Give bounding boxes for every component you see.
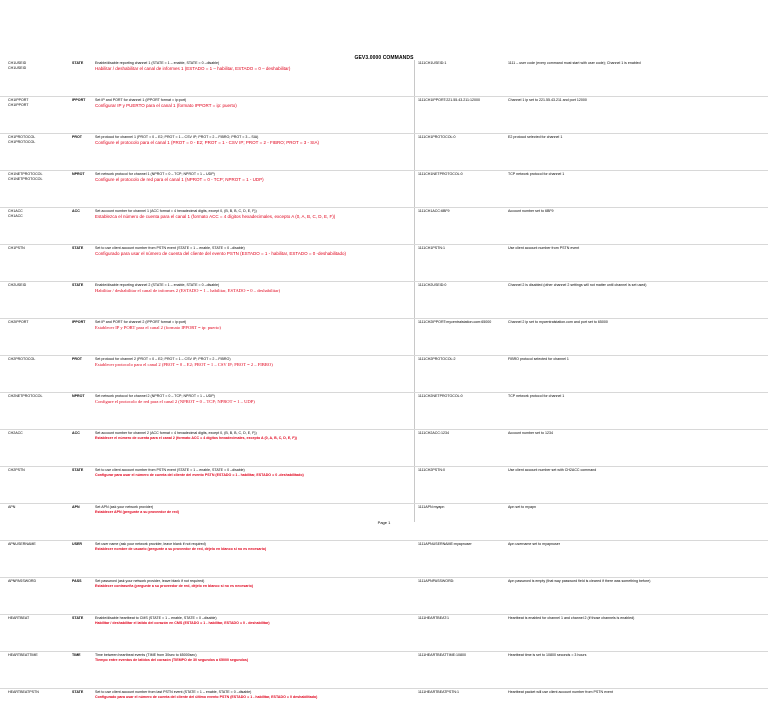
page-number: Page 1 bbox=[377, 520, 391, 525]
command-result: Apn set to myapn bbox=[508, 505, 536, 509]
command-name: CH2PROTOCOL bbox=[8, 357, 36, 361]
command-names bbox=[8, 246, 70, 251]
page-title: GEV3.0000 COMMANDS bbox=[354, 55, 414, 61]
command-row bbox=[0, 133, 768, 170]
command-example: 1111HEARTBEATPSTN:1 bbox=[418, 690, 460, 694]
command-description bbox=[95, 690, 413, 699]
command-names bbox=[8, 209, 70, 218]
command-description bbox=[95, 431, 413, 440]
command-parameter: STATE bbox=[72, 283, 84, 287]
description-english: Set network protocol for channel 1 (NPROT = 0 – TCP; NPROT = 1 – UDP) bbox=[95, 172, 215, 176]
command-row bbox=[0, 318, 768, 355]
description-spanish: Habilitar / deshabilitar el canal de informes 2 (ESTADO = 1 – habilitar, ESTADO = 0 – deshabilitar) bbox=[95, 287, 281, 293]
command-parameter: PROT bbox=[72, 135, 82, 139]
command-names bbox=[8, 579, 70, 584]
command-name: CH2USEID bbox=[8, 283, 27, 287]
description-spanish: Configurado para usar el número de cuenta del cliente del último evento PSTN (ESTADO = 1 - habilitar, ESTADO = 0 deshabilitado) bbox=[95, 694, 318, 699]
description-english: Set account number for channel 1 (ACC format = 4 hexadecimal digits, except 0, (B, B, B, C, D, E, F)) bbox=[95, 209, 257, 213]
command-names bbox=[8, 394, 70, 399]
command-result: Account number set to 6BF9 bbox=[508, 209, 554, 213]
command-description bbox=[95, 209, 413, 219]
command-result: Use client account number from PSTN event bbox=[508, 246, 580, 250]
command-names bbox=[8, 320, 70, 325]
description-spanish: Establecer nombre de usuario (pregunte a su proveedor de red, déjelo en blanco si no es necesario) bbox=[95, 546, 267, 551]
command-result: Channel 1 ip set to 221.55.43.211 and port 12000 bbox=[508, 98, 587, 102]
description-english: Set network protocol for channel 2 (NPROT = 0 – TCP; NPROT = 1 – UDP) bbox=[95, 394, 215, 398]
command-description bbox=[95, 246, 413, 256]
command-name: CH2NETPROTOCOL bbox=[8, 394, 43, 398]
command-example: 1111HEARTBEAT:1 bbox=[418, 616, 450, 620]
command-name: APNUSERNAME bbox=[8, 542, 36, 546]
command-names bbox=[8, 61, 70, 70]
command-result: Heartbeat is enabled for channel 1 and channel 2 (if those channels is enabled) bbox=[508, 616, 635, 620]
command-parameter: USER bbox=[72, 542, 82, 546]
command-example: 1111HEARTBEATTIME:10800 bbox=[418, 653, 467, 657]
command-result: Channel 2 ip set to mycentralstation.com and port set to 65000 bbox=[508, 320, 608, 324]
command-example: 1111CH1PROTOCOL:0 bbox=[418, 135, 456, 139]
command-example: 1111CH1IPPORT:221.55.43.211:12000 bbox=[418, 98, 481, 102]
description-spanish: Tiempo entre eventos de latidos del corazón (TIEMPO de 30 segundos a 65000 segundos) bbox=[95, 657, 249, 662]
description-spanish: Configurar para usar el número de cuenta del cliente del evento PSTN (ESTADO = 1 - habilitar, ESTADO = 0 -deshabilitado) bbox=[95, 472, 304, 477]
command-result: Apn password is empty (that way password field is cleared if there was something before) bbox=[508, 579, 651, 583]
command-name: HEARTBEATPSTN bbox=[8, 690, 39, 694]
description-spanish: Configurar IP y PUERTO para el canal 1 (formato IPPORT = ip: puerto) bbox=[95, 102, 237, 108]
command-name: CH2IPPORT bbox=[8, 320, 29, 324]
command-names bbox=[8, 653, 70, 658]
command-names bbox=[8, 468, 70, 473]
command-description bbox=[95, 468, 413, 477]
description-english: Time between heartbeat events (TIME from 30sec to 65000sec) bbox=[95, 653, 197, 657]
description-spanish: Establezca el número de cuenta para el canal 1 (formato ACC = 4 dígitos hexadecimales, excepto A (0, A, B, C, D, E, F)) bbox=[95, 213, 336, 219]
command-description bbox=[95, 172, 413, 182]
command-name: CH1NETPROTOCOL bbox=[8, 176, 43, 181]
command-description bbox=[95, 61, 413, 71]
command-parameter: APN bbox=[72, 505, 80, 509]
command-name: CH1USEID bbox=[8, 65, 27, 70]
description-english: Set to use client account number from PSTN event (STATE = 1 – enable, STATE = 0 –disable) bbox=[95, 246, 245, 250]
command-parameter: STATE bbox=[72, 616, 84, 620]
command-names bbox=[8, 616, 70, 621]
command-name: CH1PROTOCOL bbox=[8, 139, 36, 144]
command-names bbox=[8, 172, 70, 181]
command-name: CH1ACC bbox=[8, 213, 23, 218]
command-description bbox=[95, 98, 413, 108]
command-description bbox=[95, 542, 413, 551]
description-spanish: Establecer el número de cuenta para el canal 2 (formato ACC = 4 dígitos hexadecimales, excepto A (0, A, B, C, D, E, F)) bbox=[95, 435, 297, 440]
command-name: HEARTBEAT bbox=[8, 616, 30, 620]
command-result: Heartbeat time is set to 10800 seconds = 3 hours bbox=[508, 653, 587, 657]
command-name: CH1IPPORT bbox=[8, 98, 29, 102]
command-row bbox=[0, 244, 768, 281]
description-english: Set to use client account number from PSTN event (STATE = 1 – enable, STATE = 0 –disable) bbox=[95, 468, 245, 472]
description-spanish: Configure el protocolo de red para el canal 1 (NPROT = 0 - TCP; NPROT = 1 - UDP) bbox=[95, 176, 264, 182]
command-row bbox=[0, 207, 768, 244]
command-name: APNPASSWORD bbox=[8, 579, 37, 583]
command-row bbox=[0, 170, 768, 207]
command-row bbox=[0, 60, 768, 96]
command-result: Use client account number set with CH2ACC command bbox=[508, 468, 597, 472]
command-example: 1111CH1USEID:1 bbox=[418, 61, 447, 65]
command-result: Apn username set to myapnuser bbox=[508, 542, 560, 546]
command-parameter: ACC bbox=[72, 209, 80, 213]
command-name: CH2ACC bbox=[8, 431, 23, 435]
command-parameter: STATE bbox=[72, 61, 84, 65]
command-description bbox=[95, 283, 413, 293]
command-row bbox=[0, 429, 768, 466]
command-name: CH1PSTN bbox=[8, 246, 25, 250]
description-spanish: Habilitar / deshabilitar el latido del corazón en CMS (ESTADO = 1 - habilitar, ESTADO = 0 - deshabilitar) bbox=[95, 620, 270, 625]
command-name: CH1USEID bbox=[8, 61, 27, 65]
command-description bbox=[95, 394, 413, 404]
description-english: Set account number for channel 2 (ACC format = 4 hexadecimal digits, except 0, (B, B, B, C, D, E, F)) bbox=[95, 431, 257, 435]
command-table bbox=[0, 60, 768, 725]
command-result: 1111 – user code (every command must start with user code); Channel 1 is enabled bbox=[508, 61, 641, 65]
description-english: Set IP and PORT for channel 1 (IPPORT format = ip:port) bbox=[95, 98, 187, 102]
description-english: Set protocol for channel 2 (PROT = 0 – E2; PROT = 1 – CSV IP; PROT = 2 – FIBRO) bbox=[95, 357, 231, 361]
command-row bbox=[0, 577, 768, 614]
command-description bbox=[95, 320, 413, 330]
command-row bbox=[0, 355, 768, 392]
description-english: Set APN (ask your network provider) bbox=[95, 505, 154, 509]
description-english: Set password (ask your network provider, leave blank if not required) bbox=[95, 579, 205, 583]
description-english: Enable/disable reporting channel 2 (STATE = 1 – enable, STATE = 0 –disable) bbox=[95, 283, 220, 287]
command-names bbox=[8, 98, 70, 107]
command-name: CH2PSTN bbox=[8, 468, 25, 472]
description-spanish: Establecer contraseña (pregunte a su proveedor de red, déjelo en blanco si no es necesario) bbox=[95, 583, 253, 588]
command-row bbox=[0, 540, 768, 577]
command-names bbox=[8, 357, 70, 362]
command-example: 1111CH2IPPORT:mycentralstation.com:65000 bbox=[418, 320, 492, 324]
command-example: 1111APN:myapn bbox=[418, 505, 445, 509]
command-row bbox=[0, 281, 768, 318]
command-names bbox=[8, 431, 70, 436]
description-spanish: Habilitar / deshabilitar el canal de informes 1 (ESTADO = 1 – habilitar, ESTADO = 0 – deshabilitar) bbox=[95, 65, 291, 71]
command-example: 1111CH1NETPROTOCOL:0 bbox=[418, 172, 463, 176]
command-name: CH1NETPROTOCOL bbox=[8, 172, 43, 176]
command-row bbox=[0, 466, 768, 503]
description-spanish: Configurado para usar el número de cuenta del cliente del evento PSTN (ESTADO = 1 - habilitar, ESTADO = 0 -deshabilitado) bbox=[95, 250, 346, 256]
command-description bbox=[95, 357, 413, 367]
command-parameter: STATE bbox=[72, 690, 84, 694]
description-spanish: Establecer IP y PORT para el canal 2 (formato IPPORT = ip: puerto) bbox=[95, 324, 221, 330]
command-example: 1111CH2PSTN:0 bbox=[418, 468, 445, 472]
command-parameter: STATE bbox=[72, 468, 84, 472]
command-result: FIBRO protocol selected for channel 1 bbox=[508, 357, 569, 361]
description-english: Set to use client account number from last PSTN event (STATE = 1 – enable, STATE = 0 –disable) bbox=[95, 690, 252, 694]
command-name: CH1ACC bbox=[8, 209, 23, 213]
command-example: 1111CH1PSTN:1 bbox=[418, 246, 445, 250]
command-example: 1111CH2PROTOCOL:2 bbox=[418, 357, 456, 361]
command-example: 1111CH2ACC:1234 bbox=[418, 431, 449, 435]
command-names bbox=[8, 283, 70, 288]
description-english: Enable/disable reporting channel 1 (STATE = 1 – enable, STATE = 0 –disable) bbox=[95, 61, 220, 65]
command-parameter: NPROT bbox=[72, 394, 85, 398]
command-parameter: NPROT bbox=[72, 172, 85, 176]
command-result: E2 protocol selected for channel 1 bbox=[508, 135, 563, 139]
command-name: CH1PROTOCOL bbox=[8, 135, 36, 139]
command-parameter: TIME bbox=[72, 653, 81, 657]
command-names bbox=[8, 135, 70, 144]
command-description bbox=[95, 135, 413, 145]
command-example: 1111CH1ACC:6BF9 bbox=[418, 209, 450, 213]
command-parameter: IPPORT bbox=[72, 98, 86, 102]
description-english: Set IP and PORT for channel 2 (IPPORT format = ip:port) bbox=[95, 320, 187, 324]
command-description bbox=[95, 653, 413, 662]
description-english: Set user name (ask your network provider, leave blank if not required) bbox=[95, 542, 206, 546]
command-names bbox=[8, 505, 70, 510]
command-example: 1111CH2USEID:0 bbox=[418, 283, 447, 287]
command-result: Account number set to 1234 bbox=[508, 431, 553, 435]
command-row bbox=[0, 614, 768, 651]
command-parameter: PROT bbox=[72, 357, 82, 361]
command-name: APN bbox=[8, 505, 16, 509]
description-english: Enable/disable heartbeat to CMS (STATE = 1 – enable, STATE = 0 –disable) bbox=[95, 616, 217, 620]
command-row bbox=[0, 651, 768, 688]
command-result: Channel 2 is disabled (other channel 2 settings will not matter until channel is set used) bbox=[508, 283, 647, 287]
command-name: HEARTBEATTIME bbox=[8, 653, 38, 657]
command-parameter: IPPORT bbox=[72, 320, 86, 324]
command-example: 1111APNPASSWORD: bbox=[418, 579, 455, 583]
command-example: 1111CH2NETPROTOCOL:0 bbox=[418, 394, 463, 398]
command-row bbox=[0, 688, 768, 725]
command-names bbox=[8, 690, 70, 695]
command-parameter: ACC bbox=[72, 431, 80, 435]
command-description bbox=[95, 616, 413, 625]
description-english: Set protocol for channel 1 (PROT = 0 – E2; PROT = 1 – CSV IP; PROT = 2 – FIBRO; PROT = 3 – SIA) bbox=[95, 135, 259, 139]
command-row bbox=[0, 96, 768, 133]
description-spanish: Configure el protocolo de red para el canal 2 (NPROT = 0 – TCP; NPROT = 1 – UDP) bbox=[95, 398, 255, 404]
command-row bbox=[0, 392, 768, 429]
description-spanish: Establecer protocolo para el canal 2 (PROT = 0 – E2; PROT = 1 – CSV IP; PROT = 2 – FIBRO) bbox=[95, 361, 273, 367]
command-result: TCP network protocol for channel 1 bbox=[508, 172, 565, 176]
command-result: TCP network protocol for channel 1 bbox=[508, 394, 565, 398]
description-spanish: Establecer APN (pregunte a su proveedor de red) bbox=[95, 509, 179, 514]
command-example: 1111APNUSERNAME:myapnuser bbox=[418, 542, 472, 546]
description-spanish: Configure el protocolo para el canal 1 (PROT = 0 - E2; PROT = 1 - CSV IP; PROT = 2 - FIBRO; PROT = 3 - SIA) bbox=[95, 139, 320, 145]
command-description bbox=[95, 579, 413, 588]
command-name: CH1IPPORT bbox=[8, 102, 29, 107]
command-result: Heartbeat packet will use client account number from PSTN event bbox=[508, 690, 613, 694]
command-description bbox=[95, 505, 413, 514]
command-parameter: PASS bbox=[72, 579, 82, 583]
command-parameter: STATE bbox=[72, 246, 84, 250]
